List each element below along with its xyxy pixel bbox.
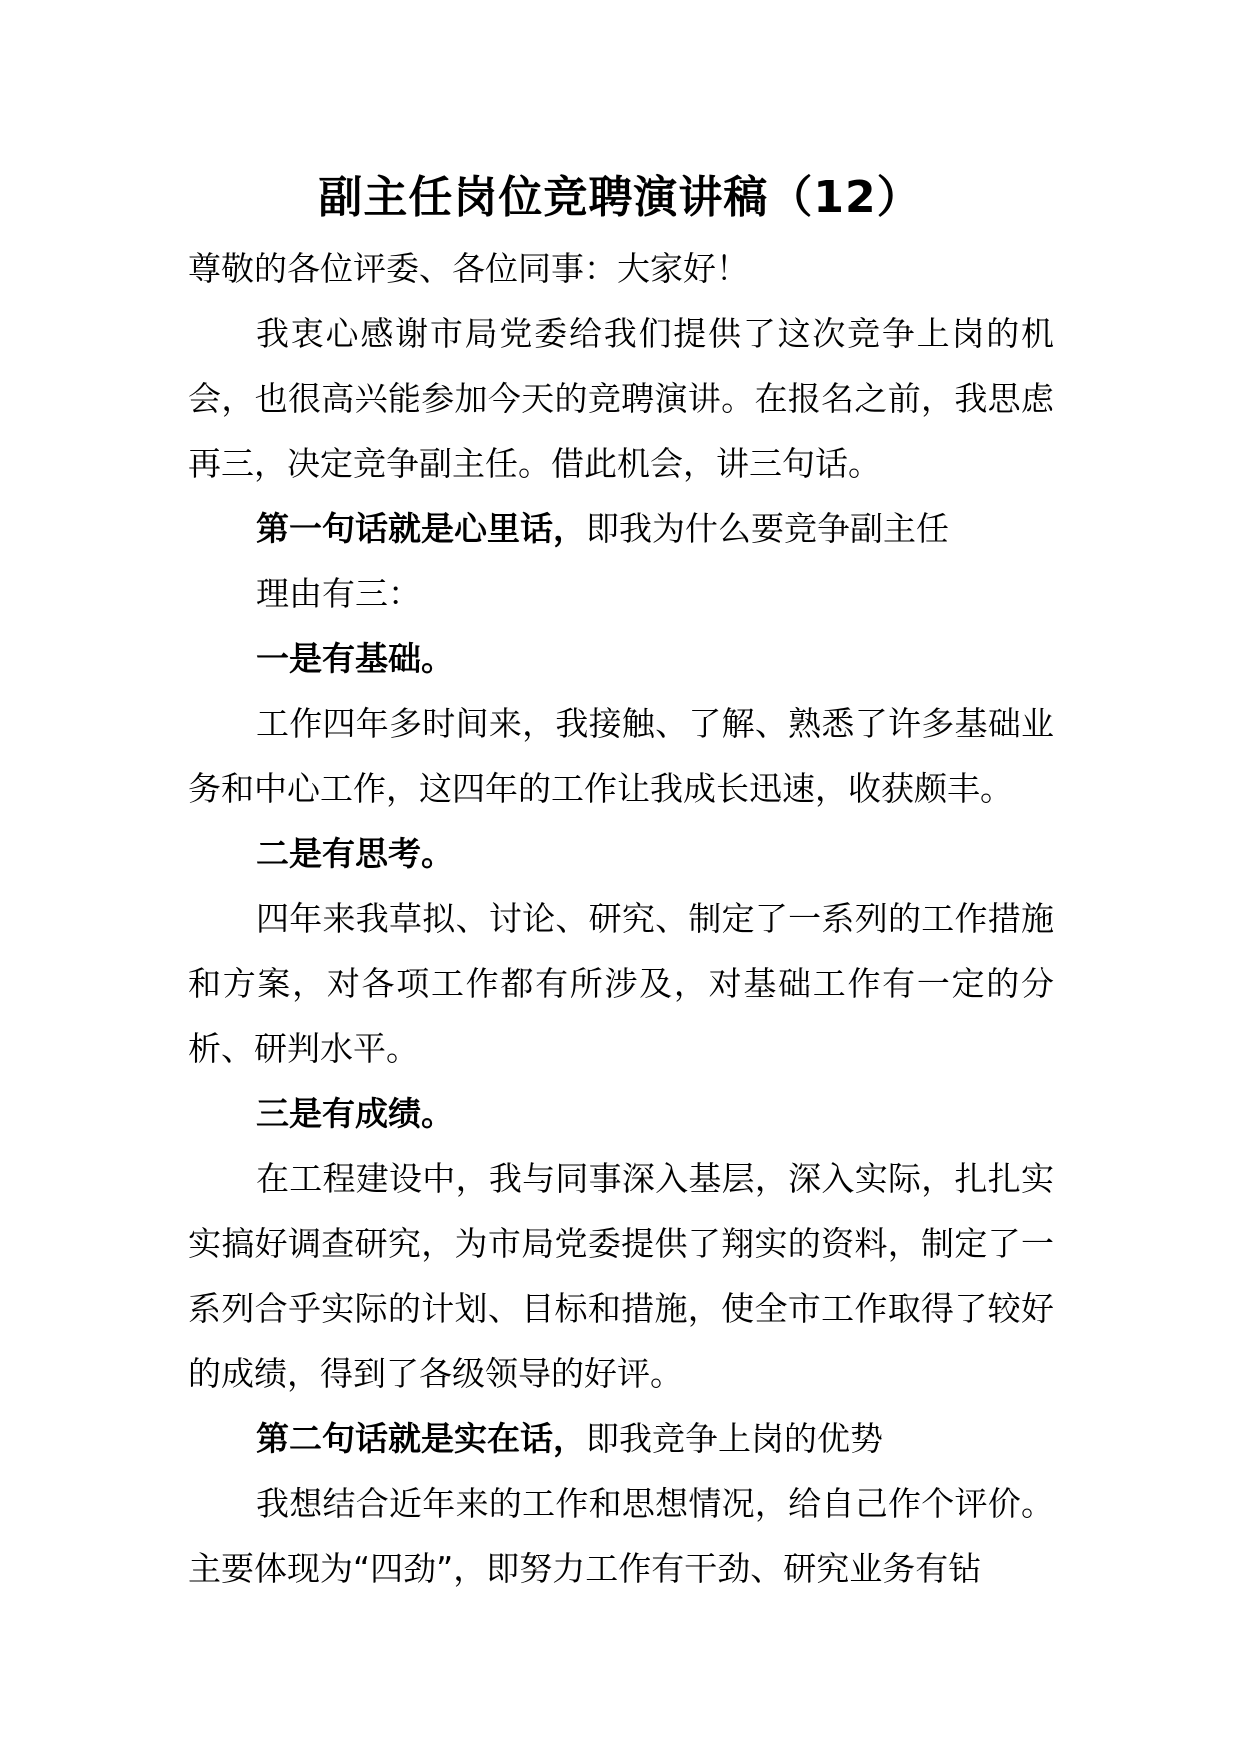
intro-paragraph: 我衷心感谢市局党委给我们提供了这次竞争上岗的机会，也很高兴能参加今天的竞聘演讲。在报名之前，我思虑再三，决定竞争副主任。借此机会，讲三句话。 [188, 314, 1054, 483]
document-body [188, 236, 1054, 1601]
reason-3-heading: 三是有成绩。 [256, 1094, 454, 1133]
reasons-intro: 理由有三： [256, 574, 421, 613]
reason-2-paragraph: 四年来我草拟、讨论、研究、制定了一系列的工作措施和方案，对各项工作都有所涉及，对基础工作有一定的分析、研判水平。 [188, 899, 1054, 1068]
greeting-line: 尊敬的各位评委、各位同事：大家好！ [188, 249, 749, 288]
section-2-heading-bold: 第二句话就是实在话， [256, 1419, 586, 1458]
section-2-heading [188, 1406, 1054, 1471]
reason-2-heading: 二是有思考。 [256, 834, 454, 873]
section-2-heading-rest: 即我竞争上岗的优势 [586, 1419, 883, 1458]
section-2-paragraph: 我想结合近年来的工作和思想情况，给自己作个评价。主要体现为“四劲”，即努力工作有干劲、研究业务有钻 [188, 1484, 1054, 1588]
reason-1-heading: 一是有基础。 [256, 639, 454, 678]
reason-3-paragraph: 在工程建设中，我与同事深入基层，深入实际，扎扎实实搞好调查研究，为市局党委提供了翔实的资料，制定了一系列合乎实际的计划、目标和措施，使全市工作取得了较好的成绩，得到了各级领导的好评。 [188, 1159, 1054, 1393]
section-1-heading-bold: 第一句话就是心里话， [256, 509, 586, 548]
document-title: 副主任岗位竞聘演讲稿（12） [318, 172, 922, 223]
section-1-heading-rest: 即我为什么要竞争副主任 [586, 509, 949, 548]
reason-1-paragraph: 工作四年多时间来，我接触、了解、熟悉了许多基础业务和中心工作，这四年的工作让我成长迅速，收获颇丰。 [188, 704, 1054, 808]
section-1-heading [188, 496, 1054, 561]
